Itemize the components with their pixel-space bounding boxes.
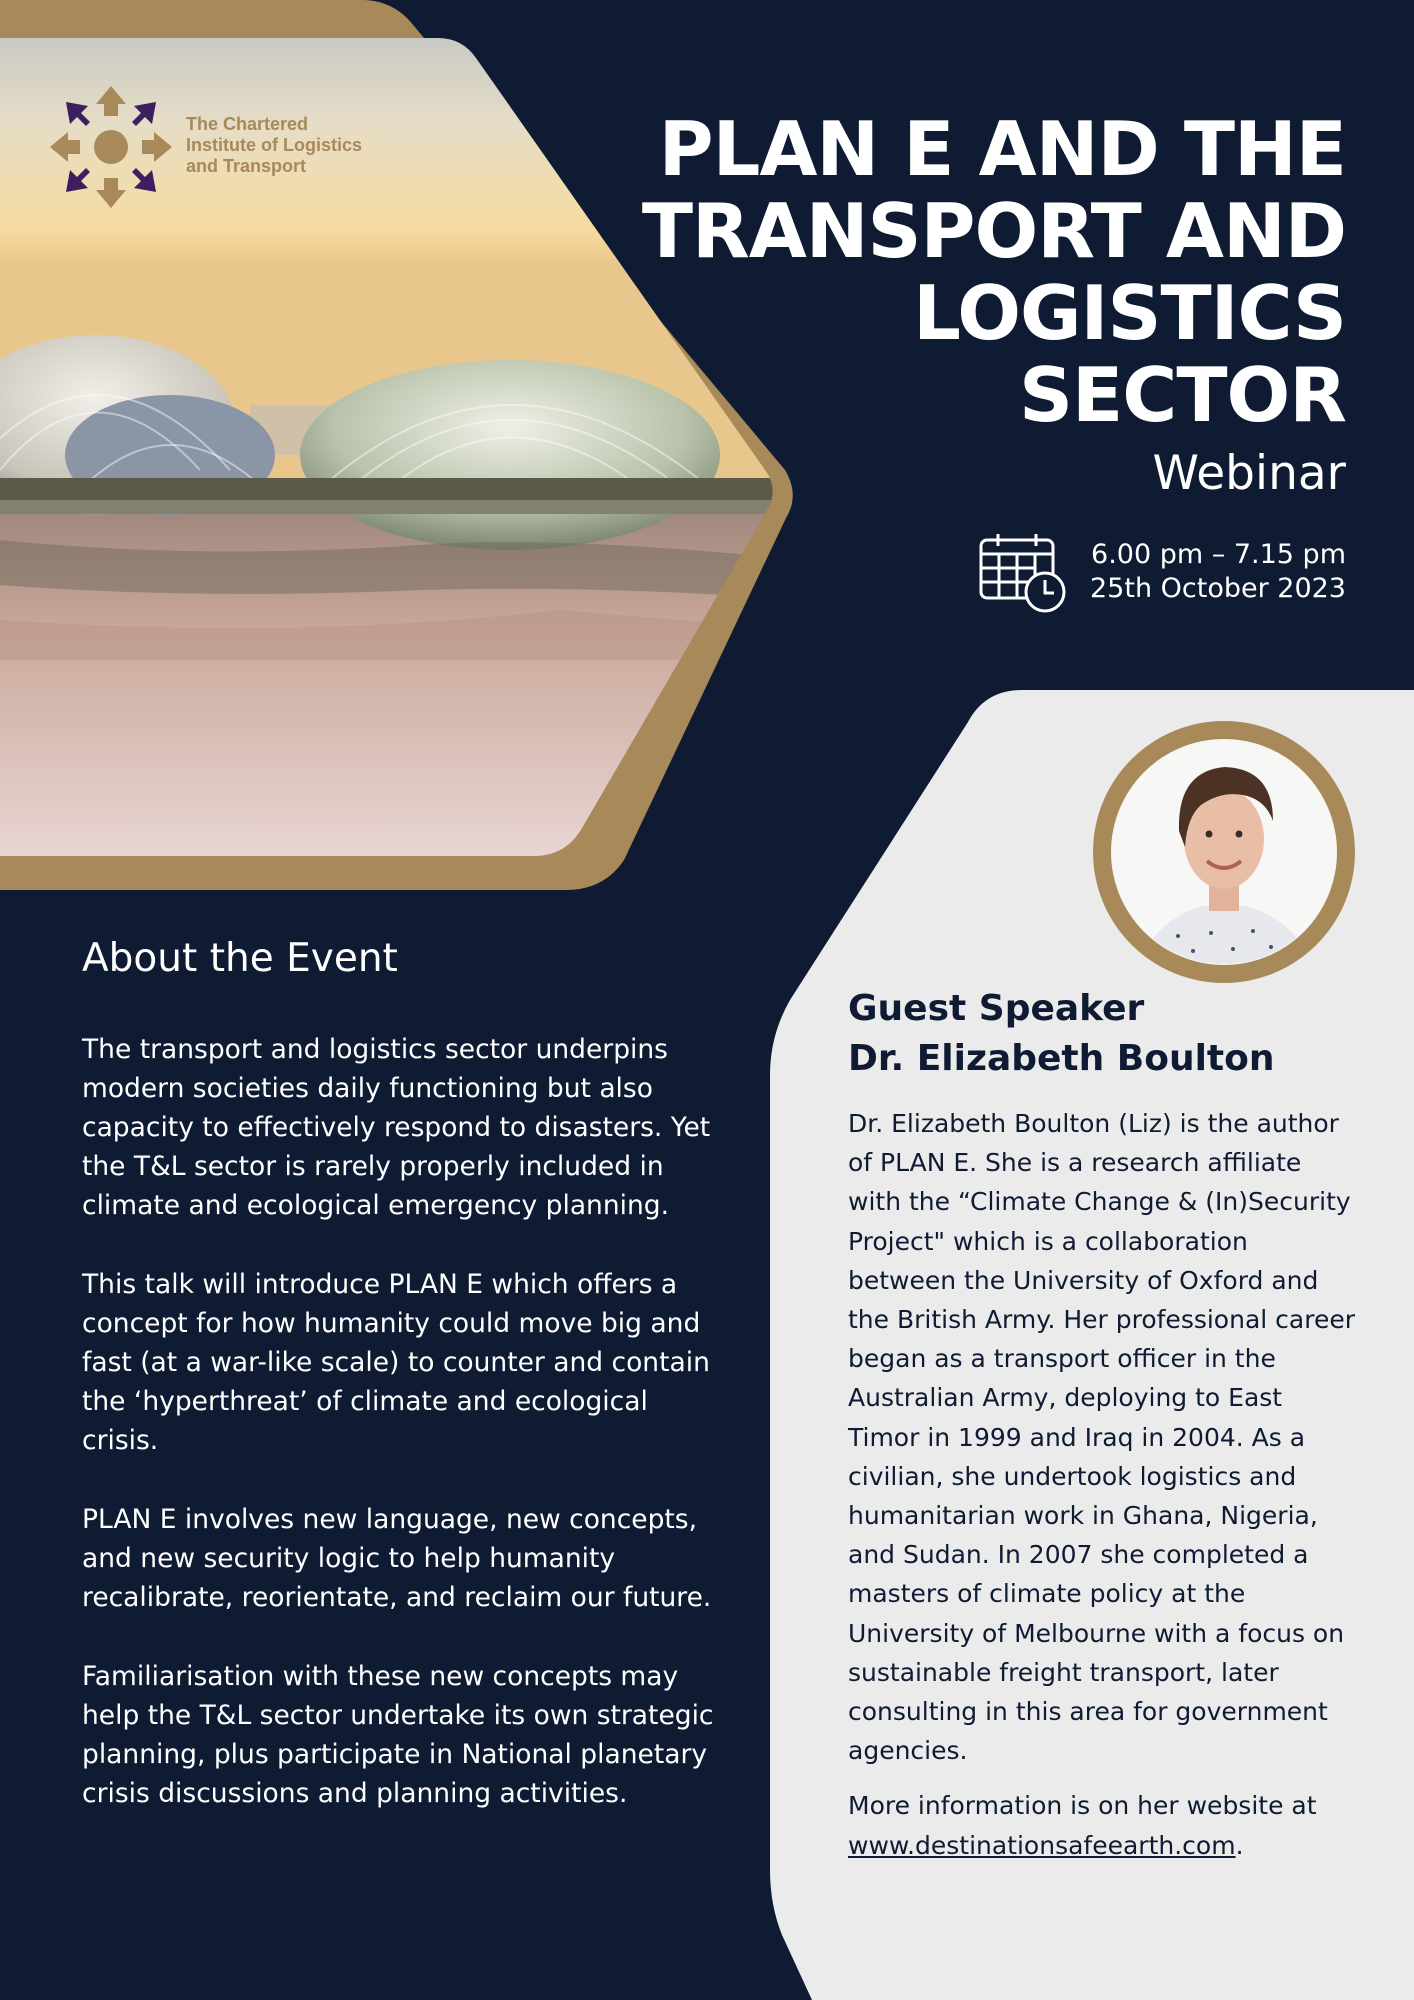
about-body <box>82 1030 732 1853</box>
about-paragraph: Familiarisation with these new concepts may help the T&L sector undertake its own strategic planning, plus participate in National planetary crisis discussions and planning activities. <box>82 1661 714 1809</box>
event-schedule <box>1090 538 1346 606</box>
speaker-website-link[interactable]: www.destinationsafeearth.com <box>848 1830 1236 1860</box>
calendar-clock-icon <box>978 532 1068 614</box>
about-heading: About the Event <box>82 936 398 981</box>
speaker-more-info <box>848 1786 1358 1864</box>
about-paragraph: The transport and logistics sector underpins modern societies daily functioning but also capacity to effectively respond to disasters. Yet the T&L sector is rarely properly included in climate and ecological emergency planning. <box>82 1034 711 1221</box>
cilt-logo <box>48 84 388 214</box>
speaker-label: Guest Speaker <box>848 988 1145 1029</box>
speaker-photo <box>1093 721 1355 983</box>
logo-line-1: The Chartered <box>186 114 309 134</box>
more-info-suffix: . <box>1235 1830 1244 1860</box>
about-paragraph: PLAN E involves new language, new concepts, and new security logic to help humanity recalibrate, reorientate, and reclaim our future. <box>82 1504 712 1613</box>
event-time: 6.00 pm – 7.15 pm <box>1091 539 1346 570</box>
title-line-2: TRANSPORT AND <box>641 187 1346 275</box>
logo-line-2: Institute of Logistics <box>186 135 363 155</box>
speaker-bio-text: Dr. Elizabeth Boulton (Liz) is the author of PLAN E. She is a research affiliate with the “Climate Change & (In)Security Project" which is a collaboration between the University of Oxford and the British Army. Her professional career began as a transport officer in the Australian Army, deploying to East Timor in 1999 and Iraq in 2004. As a civilian, she undertook logistics and humanitarian work in Ghana, Nigeria, and Sudan. In 2007 she completed a masters of climate policy at the University of Melbourne with a focus on sustainable freight transport, later consulting in this area for government agencies. <box>848 1109 1355 1766</box>
more-info-prefix: More information is on her website at <box>848 1791 1317 1821</box>
title-line-4: SECTOR <box>1019 351 1346 439</box>
cilt-emblem-icon <box>48 84 174 210</box>
event-date: 25th October 2023 <box>1090 573 1346 604</box>
title-line-3: LOGISTICS <box>913 269 1346 357</box>
cilt-wordmark <box>186 114 396 177</box>
title-line-1: PLAN E AND THE <box>658 105 1346 193</box>
speaker-heading <box>848 984 1275 1084</box>
logo-line-3: and Transport <box>186 156 307 176</box>
speaker-bio <box>848 1104 1358 1881</box>
speaker-name: Dr. Elizabeth Boulton <box>848 1038 1275 1079</box>
about-paragraph: This talk will introduce PLAN E which offers a concept for how humanity could move big and fast (at a war-like scale) to counter and contain the ‘hyperthreat’ of climate and ecological crisis. <box>82 1269 710 1456</box>
page-title <box>586 105 1346 439</box>
event-type: Webinar <box>1152 446 1346 501</box>
